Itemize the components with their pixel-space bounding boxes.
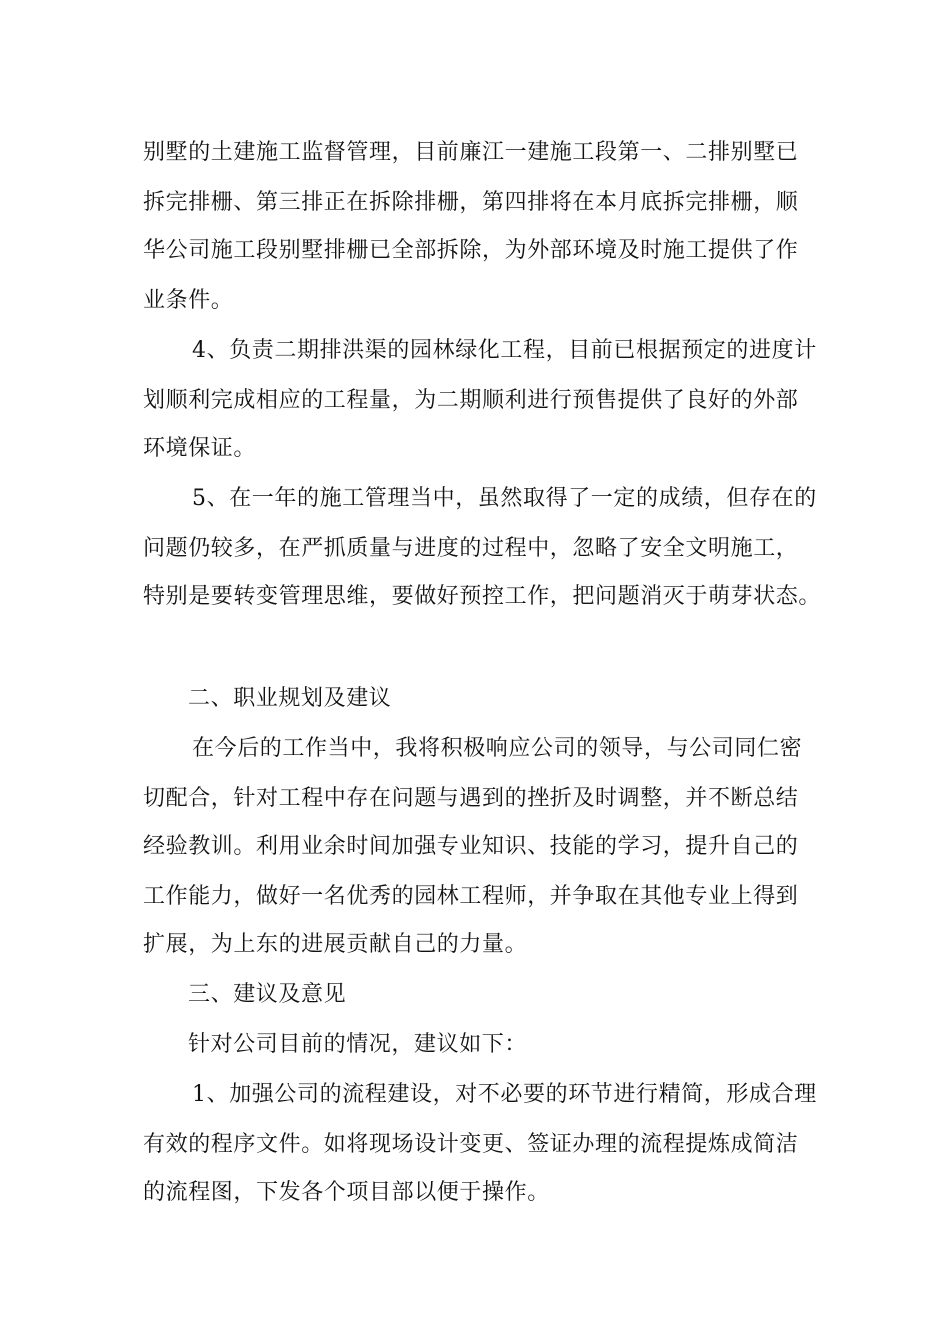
paragraph-3-line-1: 5、在一年的施工管理当中，虽然取得了一定的成绩，但存在的 bbox=[192, 486, 817, 511]
paragraph-4-line-2: 切配合，针对工程中存在问题与遇到的挫折及时调整，并不断总结 bbox=[143, 786, 799, 811]
paragraph-4-line-5: 扩展，为上东的进展贡献自己的力量。 bbox=[143, 932, 528, 957]
paragraph-1-line-1: 别墅的土建施工监督管理，目前廉江一建施工段第一、二排别墅已 bbox=[143, 140, 799, 165]
paragraph-5-line-1: 针对公司目前的情况，建议如下： bbox=[188, 1032, 528, 1057]
paragraph-4-line-3: 经验教训。利用业余时间加强专业知识、技能的学习，提升自己的 bbox=[143, 834, 799, 859]
paragraph-4-line-4: 工作能力，做好一名优秀的园林工程师，并争取在其他专业上得到 bbox=[143, 884, 799, 909]
paragraph-6-line-3: 的流程图，下发各个项目部以便于操作。 bbox=[143, 1180, 550, 1205]
paragraph-3-line-3: 特别是要转变管理思维，要做好预控工作，把问题消灭于萌芽状态。 bbox=[143, 584, 822, 609]
paragraph-1-line-2: 拆完排栅、第三排正在拆除排栅，第四排将在本月底拆完排栅，顺 bbox=[143, 190, 799, 215]
paragraph-6-line-2: 有效的程序文件。如将现场设计变更、签证办理的流程提炼成简洁 bbox=[143, 1132, 799, 1157]
paragraph-6-line-1: 1、加强公司的流程建设，对不必要的环节进行精简，形成合理 bbox=[192, 1082, 817, 1107]
paragraph-2-line-3: 环境保证。 bbox=[143, 436, 257, 461]
section-heading-suggestions: 三、建议及意见 bbox=[188, 982, 347, 1007]
paragraph-1-line-4: 业条件。 bbox=[143, 288, 234, 313]
section-heading-career-plan: 二、职业规划及建议 bbox=[188, 686, 392, 711]
paragraph-4-line-1: 在今后的工作当中，我将积极响应公司的领导，与公司同仁密 bbox=[192, 736, 803, 761]
paragraph-2-line-1: 4、负责二期排洪渠的园林绿化工程，目前已根据预定的进度计 bbox=[192, 338, 817, 363]
paragraph-2-line-2: 划顺利完成相应的工程量，为二期顺利进行预售提供了良好的外部 bbox=[143, 388, 799, 413]
paragraph-3-line-2: 问题仍较多，在严抓质量与进度的过程中，忽略了安全文明施工， bbox=[143, 536, 799, 561]
paragraph-1-line-3: 华公司施工段别墅排栅已全部拆除，为外部环境及时施工提供了作 bbox=[143, 238, 799, 263]
